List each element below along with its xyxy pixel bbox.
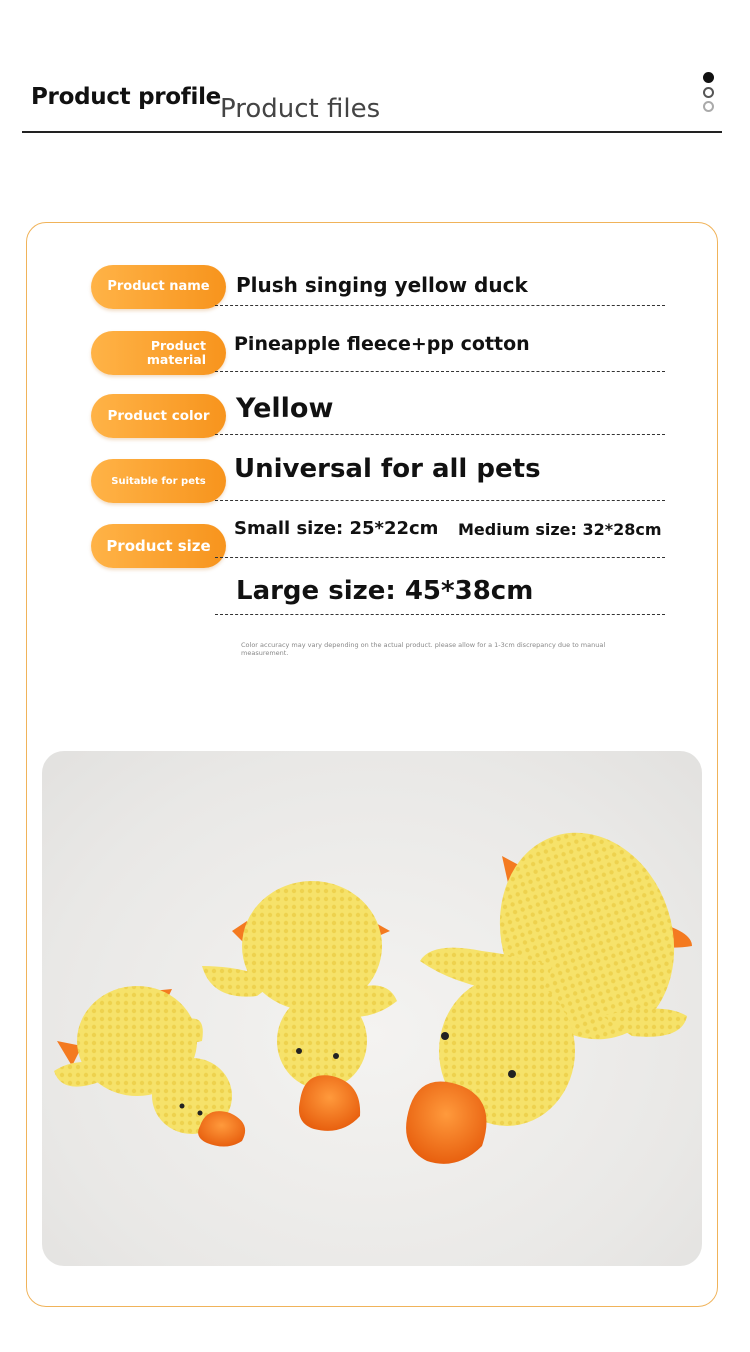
page-indicator-dot[interactable] [703, 101, 714, 112]
product-size-label: Product size [91, 524, 226, 568]
product-color-label: Product color [91, 394, 226, 438]
product-material-label: Product material [91, 331, 226, 375]
row-divider [215, 614, 665, 615]
page-indicator-dot-active[interactable] [703, 72, 714, 83]
size-small-value: Small size: 25*22cm [234, 518, 439, 539]
header-divider [22, 131, 722, 133]
large-duck [406, 810, 700, 1164]
ducks-illustration [42, 751, 702, 1266]
suitable-pets-value: Universal for all pets [234, 454, 541, 484]
row-divider [215, 305, 665, 306]
size-large-value: Large size: 45*38cm [236, 576, 534, 606]
header-title: Product profile [31, 84, 221, 110]
product-name-value: Plush singing yellow duck [236, 273, 528, 297]
header-subtitle: Product files [220, 94, 381, 124]
row-divider [215, 371, 665, 372]
row-divider [215, 434, 665, 435]
measurement-note: Color accuracy may vary depending on the actual product. please allow for a 1-3cm discrepancy due to manual measurement. [241, 641, 606, 657]
product-name-label: Product name [91, 265, 226, 309]
row-divider [215, 557, 665, 558]
size-medium-value: Medium size: 32*28cm [458, 520, 662, 539]
product-color-value: Yellow [236, 393, 334, 424]
product-photo [42, 751, 702, 1266]
product-material-value: Pineapple fleece+pp cotton [234, 333, 530, 355]
page-indicator-dot[interactable] [703, 87, 714, 98]
row-divider [215, 500, 665, 501]
small-duck [54, 986, 245, 1147]
suitable-pets-label: Suitable for pets [91, 459, 226, 503]
